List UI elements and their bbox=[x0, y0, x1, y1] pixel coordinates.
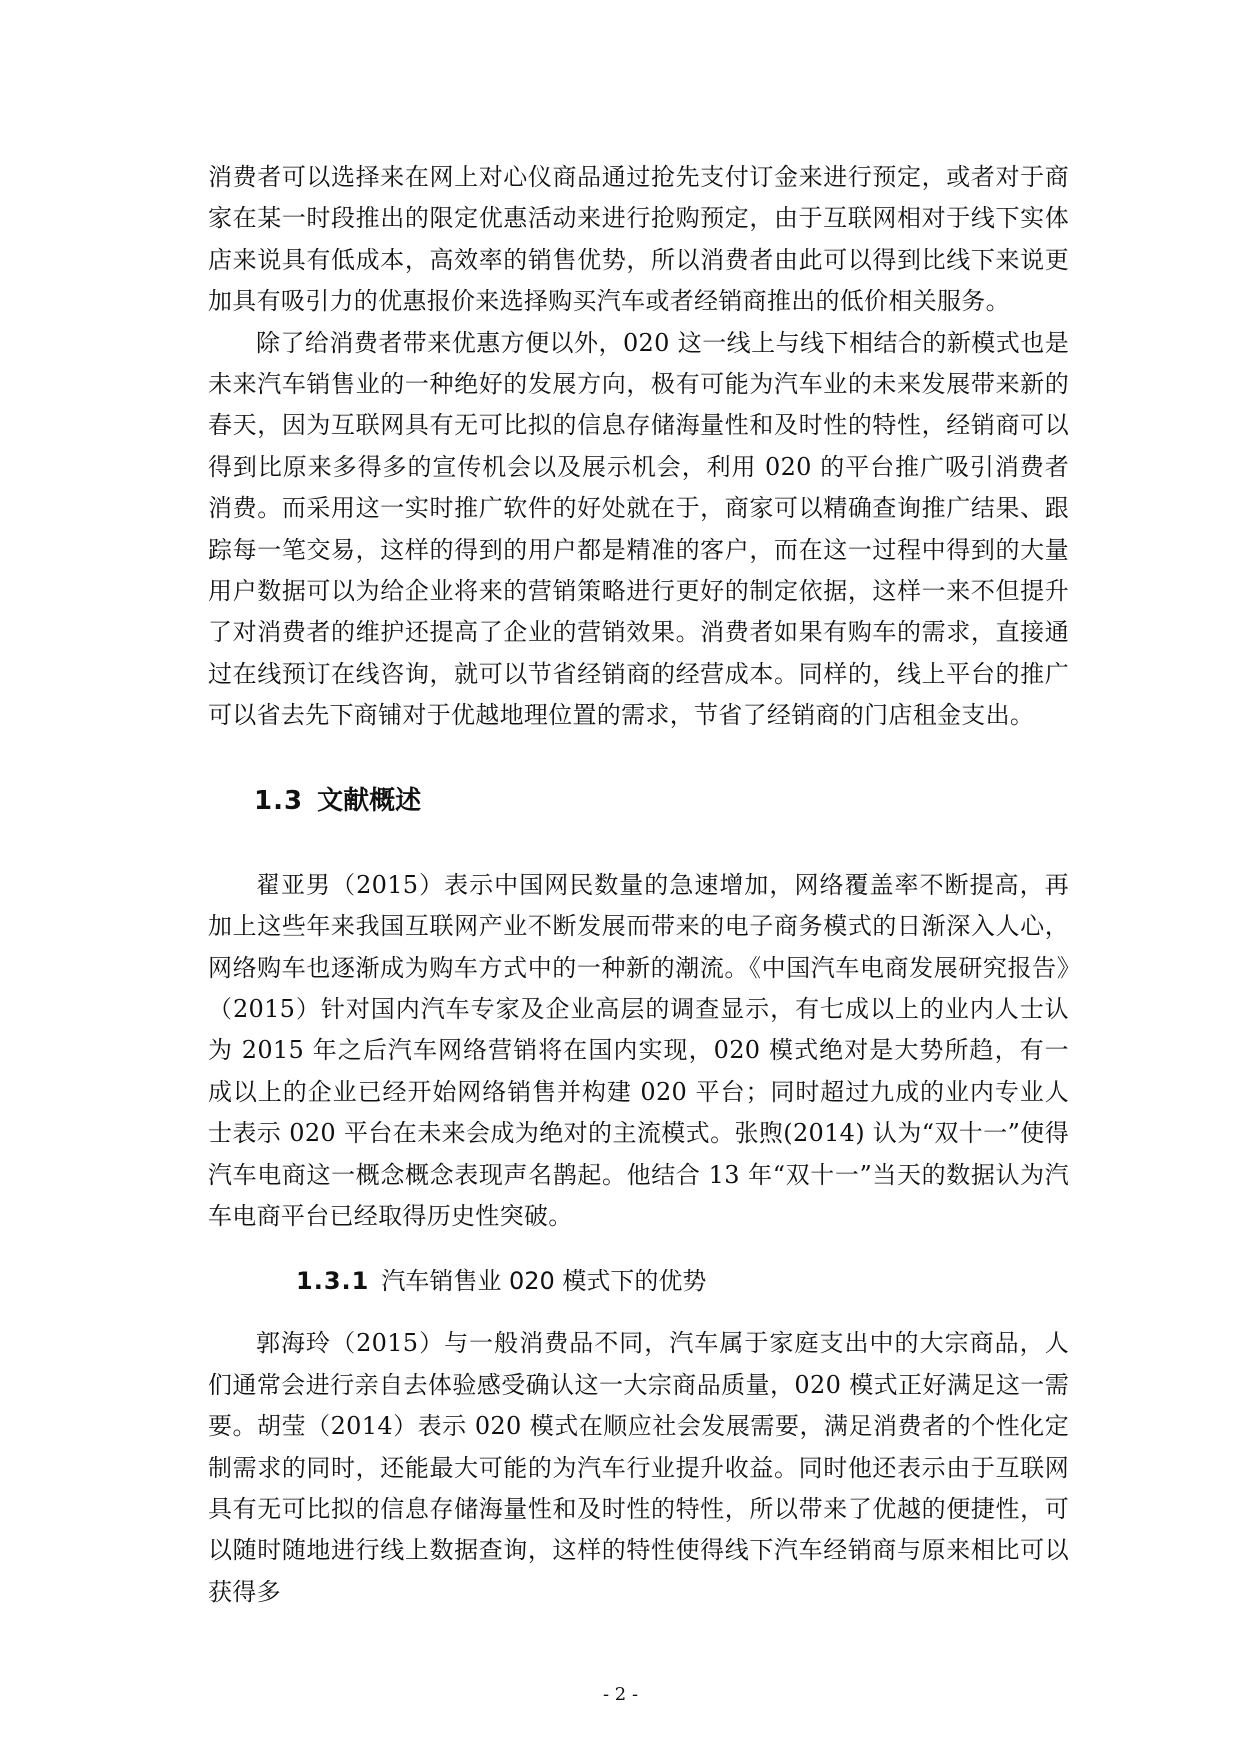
paragraph-continued: 消费者可以选择来在网上对心仪商品通过抢先支付订金来进行预定，或者对于商家在某一时段推出的限定优惠活动来进行抢购预定，由于互联网相对于线下实体店来说具有低成本，高效率的销售优势，所以消费者由此可以得到比线下来说更加具有吸引力的优惠报价来选择购买汽车或者经销商推出的低价相关服务。 bbox=[208, 163, 1069, 316]
subsection-heading-1-3-1 bbox=[296, 1261, 1069, 1301]
paragraph-literature-review: 翟亚男（2015）表示中国网民数量的急速增加，网络覆盖率不断提高，再加上这些年来我国互联网产业不断发展而带来的电子商务模式的日渐深入人心，网络购车也逐渐成为购车方式中的一种新的潮流。《中国汽车电商发展研究报告》（2015）针对国内汽车专家及企业高层的调查显示，有七成以上的业内人士认为 2015 年之后汽车网络营销将在国内实现，020 模式绝对是大势所趋，有一成以上的企业已经开始网络销售并构建 020 平台；同时超过九成的业内专业人士表示 020 平台在未来会成为绝对的主流模式。张煦(2014) 认为“双十一”使得汽车电商这一概念概念表现声名鹊起。他结合 13 年“双十一”当天的数据认为汽车电商平台已经取得历史性突破。 bbox=[208, 870, 1069, 1230]
page-body bbox=[208, 157, 1069, 1613]
page-number: - 2 - bbox=[602, 1684, 639, 1705]
section-number: 1.3 bbox=[254, 785, 304, 816]
paragraph-advantages: 郭海玲（2015）与一般消费品不同，汽车属于家庭支出中的大宗商品，人们通常会进行亲自去体验感受确认这一大宗商品质量，020 模式正好满足这一需要。胡莹（2014）表示 020 模式在顺应社会发展需要，满足消费者的个性化定制需求的同时，还能最大可能的为汽车行业提升收益。同时他还表示由于互联网具有无可比拟的信息存储海量性和及时性的特性，所以带来了优越的便捷性，可以随时随地进行线上数据查询，这样的特性使得线下汽车经销商与原来相比可以获得多 bbox=[208, 1329, 1069, 1606]
paragraph-o2o-benefits: 除了给消费者带来优惠方便以外，020 这一线上与线下相结合的新模式也是未来汽车销售业的一种绝好的发展方向，极有可能为汽车业的未来发展带来新的春天，因为互联网具有无可比拟的信息存储海量性和及时性的特性，经销商可以得到比原来多得多的宣传机会以及展示机会，利用 020 的平台推广吸引消费者消费。而采用这一实时推广软件的好处就在于，商家可以精确查询推广结果、跟踪每一笔交易，这样的得到的用户都是精准的客户，而在这一过程中得到的大量用户数据可以为给企业将来的营销策略进行更好的制定依据，这样一来不但提升了对消费者的维护还提高了企业的营销效果。消费者如果有购车的需求，直接通过在线预订在线咨询，就可以节省经销商的经营成本。同样的，线上平台的推广可以省去先下商铺对于优越地理位置的需求，节省了经销商的门店租金支出。 bbox=[208, 328, 1069, 730]
section-title: 文献概述 bbox=[317, 785, 422, 816]
section-heading-1-3 bbox=[254, 781, 1069, 821]
subsection-number: 1.3.1 bbox=[296, 1267, 370, 1296]
subsection-title: 汽车销售业 020 模式下的优势 bbox=[381, 1267, 707, 1296]
